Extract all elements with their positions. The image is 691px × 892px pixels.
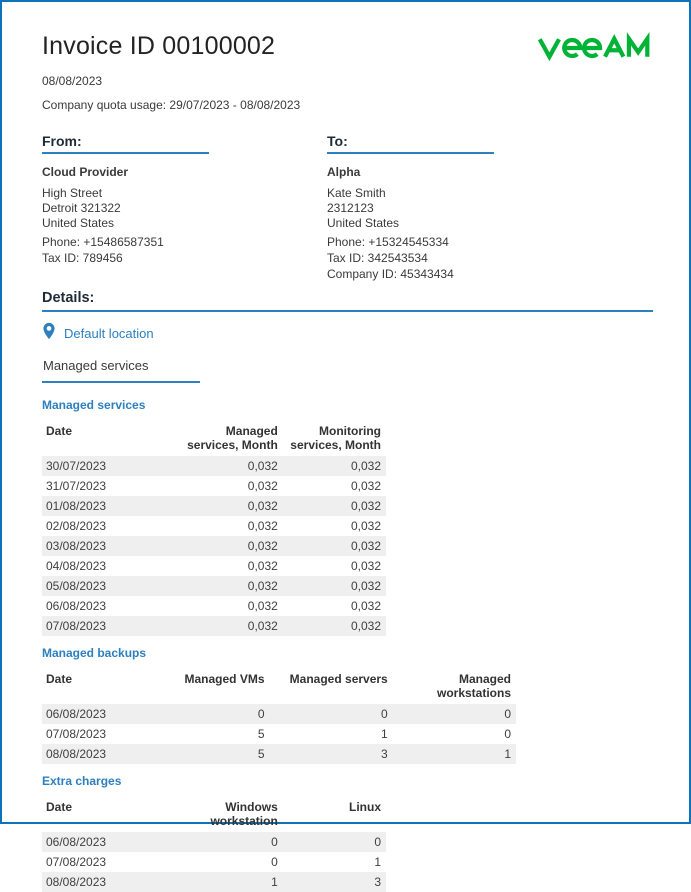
address-line: High Street <box>42 186 103 200</box>
table-row <box>42 576 386 596</box>
column-header: Date <box>46 672 73 686</box>
page-title: Invoice ID 00100002 <box>42 32 276 60</box>
value-cell: 0,032 <box>350 579 381 593</box>
value-cell: 0,032 <box>350 459 381 473</box>
address-line: United States <box>327 216 400 230</box>
table-row <box>42 596 386 616</box>
table-title: Managed backups <box>42 646 147 660</box>
table-row <box>42 496 386 516</box>
table-row <box>42 616 386 636</box>
value-cell: 5 <box>257 747 265 761</box>
header-row <box>42 798 386 832</box>
date-cell: 01/08/2023 <box>46 499 107 513</box>
value-cell: 0 <box>504 707 511 721</box>
column-header: Managed workstations <box>436 672 511 700</box>
date-cell: 03/08/2023 <box>46 539 107 553</box>
value-cell: 0,032 <box>247 499 278 513</box>
column-header: Linux <box>349 800 381 814</box>
value-cell: 1 <box>381 727 388 741</box>
to-heading: To: <box>327 133 494 154</box>
date-cell: 07/08/2023 <box>46 855 107 869</box>
table-row <box>42 832 386 852</box>
address-line: Detroit 321322 <box>42 201 121 215</box>
value-cell: 0,032 <box>247 479 278 493</box>
table-row <box>42 724 516 744</box>
value-cell: 0,032 <box>350 619 381 633</box>
value-cell: 1 <box>271 875 278 889</box>
date-cell: 06/08/2023 <box>46 707 107 721</box>
to-address <box>327 186 612 231</box>
value-cell: 0,032 <box>350 539 381 553</box>
data-table <box>42 422 386 636</box>
table-row <box>42 476 386 496</box>
address-line: 2312123 <box>327 201 374 215</box>
managed-backups-table <box>42 670 653 764</box>
value-cell: 3 <box>374 875 381 889</box>
date-cell: 08/08/2023 <box>46 875 107 889</box>
table-row <box>42 556 386 576</box>
value-cell: 1 <box>504 747 511 761</box>
date-cell: 07/08/2023 <box>46 619 107 633</box>
date-cell: 07/08/2023 <box>46 727 107 741</box>
from-heading: From: <box>42 133 209 154</box>
value-cell: 0,032 <box>350 559 381 573</box>
parties-section <box>42 133 653 282</box>
column-header: Monitoring services, Month <box>290 424 381 452</box>
from-phone: Phone: +15486587351 <box>42 235 164 249</box>
value-cell: 0,032 <box>247 539 278 553</box>
date-cell: 02/08/2023 <box>46 519 107 533</box>
date-cell: 30/07/2023 <box>46 459 107 473</box>
column-header: Date <box>46 424 73 438</box>
header-row <box>42 422 386 456</box>
date-cell: 05/08/2023 <box>46 579 107 593</box>
data-table <box>42 798 386 892</box>
invoice-date: 08/08/2023 <box>42 74 103 88</box>
table-row <box>42 872 386 892</box>
date-cell: 08/08/2023 <box>46 747 107 761</box>
header-row <box>42 670 516 704</box>
column-header: Managed VMs <box>184 672 265 686</box>
to-name: Alpha <box>327 165 361 179</box>
date-cell: 06/08/2023 <box>46 835 107 849</box>
column-header: Date <box>46 800 73 814</box>
location-pin-icon <box>42 322 56 345</box>
table-title: Managed services <box>42 398 146 412</box>
value-cell: 0,032 <box>350 499 381 513</box>
value-cell: 0,032 <box>247 599 278 613</box>
extra-charges-table <box>42 798 653 892</box>
table-row <box>42 744 516 764</box>
date-cell: 06/08/2023 <box>46 599 107 613</box>
value-cell: 0,032 <box>247 559 278 573</box>
default-location-link[interactable] <box>42 322 154 345</box>
quota-usage: Company quota usage: 29/07/2023 - 08/08/2023 <box>42 98 301 112</box>
veeam-logo-icon <box>537 36 651 59</box>
value-cell: 0,032 <box>247 519 278 533</box>
value-cell: 0 <box>271 855 278 869</box>
value-cell: 5 <box>257 727 265 741</box>
to-company-id: Company ID: 45343434 <box>327 267 454 281</box>
value-cell: 0 <box>257 707 265 721</box>
data-table <box>42 670 516 764</box>
from-block <box>42 133 327 282</box>
value-cell: 0,032 <box>350 599 381 613</box>
managed-services-table <box>42 422 653 636</box>
value-cell: 0,032 <box>247 579 278 593</box>
from-address <box>42 186 327 231</box>
value-cell: 3 <box>381 747 388 761</box>
table-row <box>42 456 386 476</box>
value-cell: 0,032 <box>247 619 278 633</box>
location-label: Default location <box>64 326 154 341</box>
value-cell: 0,032 <box>350 519 381 533</box>
managed-services-section <box>42 398 653 636</box>
to-tax-id: Tax ID: 342543534 <box>327 251 428 265</box>
column-header: Windows workstation <box>210 800 278 828</box>
invoice-header <box>42 32 653 60</box>
from-contact <box>42 234 327 266</box>
tab-managed-services[interactable]: Managed services <box>42 357 200 383</box>
table-row <box>42 704 516 724</box>
value-cell: 0 <box>271 835 278 849</box>
table-row <box>42 516 386 536</box>
managed-backups-section <box>42 646 653 764</box>
table-row <box>42 536 386 556</box>
from-name: Cloud Provider <box>42 165 129 179</box>
value-cell: 0,032 <box>247 459 278 473</box>
column-header: Managed servers <box>289 672 388 686</box>
extra-charges-section <box>42 774 653 892</box>
value-cell: 0 <box>381 707 388 721</box>
value-cell: 0,032 <box>350 479 381 493</box>
details-heading: Details: <box>42 290 653 312</box>
table-row <box>42 852 386 872</box>
value-cell: 0 <box>504 727 511 741</box>
value-cell: 0 <box>374 835 381 849</box>
date-cell: 31/07/2023 <box>46 479 107 493</box>
address-line: United States <box>42 216 115 230</box>
date-cell: 04/08/2023 <box>46 559 107 573</box>
veeam-logo <box>537 36 651 59</box>
to-block <box>327 133 612 282</box>
column-header: Managed services, Month <box>187 424 278 452</box>
to-phone: Phone: +15324545334 <box>327 235 449 249</box>
value-cell: 1 <box>374 855 381 869</box>
table-title: Extra charges <box>42 774 122 788</box>
to-contact <box>327 234 612 282</box>
from-tax-id: Tax ID: 789456 <box>42 251 123 265</box>
address-line: Kate Smith <box>327 186 386 200</box>
